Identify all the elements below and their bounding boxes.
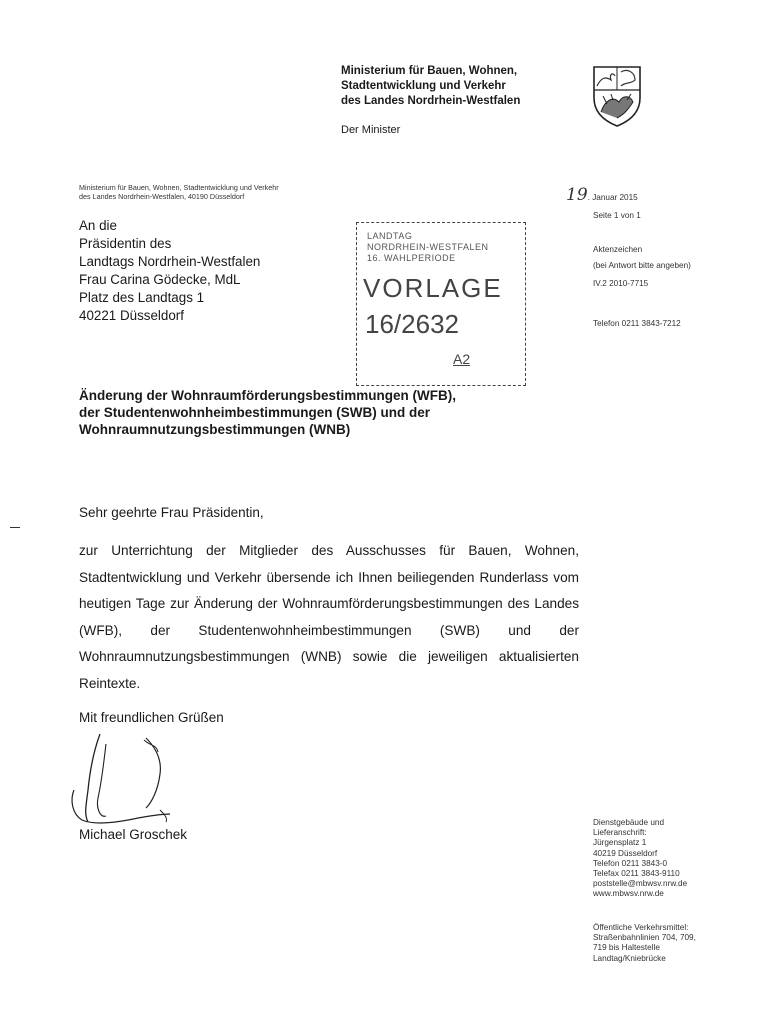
signer-name: Michael Groschek <box>79 827 188 842</box>
ministry-line-2: Stadtentwicklung und Verkehr <box>341 80 506 92</box>
footer-address-line: poststelle@mbwsv.nrw.de <box>593 879 688 889</box>
stamp-line-2: NORDRHEIN-WESTFALEN <box>367 242 489 252</box>
subject-line: Wohnraumnutzungsbestimmungen (WNB) <box>79 422 351 437</box>
footer-address-line: Telefax 0211 3843-9110 <box>593 869 680 879</box>
stamp-suffix: A2 <box>453 351 471 367</box>
telefon-line: Telefon 0211 3843-7212 <box>593 319 681 328</box>
footer-transport-line: Landtag/Kniebrücke <box>593 953 666 963</box>
subject-line: Änderung der Wohnraumförderungsbestimmungen (WFB), <box>79 388 456 403</box>
minister-title: Der Minister <box>341 124 401 136</box>
footer-address-line: 40219 Düsseldorf <box>593 848 658 858</box>
footer-address-line: Telefon 0211 3843-0 <box>593 858 668 868</box>
footer-address <box>593 818 687 900</box>
ministry-header <box>341 64 561 109</box>
footer-transport-line: Straßenbahnlinien 704, 709, <box>593 933 696 943</box>
footer-address-line: Dienstgebäude und <box>593 818 665 827</box>
stamp-line-1: LANDTAG <box>367 231 413 241</box>
aktenzeichen-value: IV.2 2010-7715 <box>593 279 649 288</box>
sender-line-1: Ministerium für Bauen, Wohnen, Stadtentwicklung und Verkehr <box>79 183 279 192</box>
closing: Mit freundlichen Grüßen <box>79 710 224 725</box>
footer-transport-line: Öffentliche Verkehrsmittel: <box>593 923 689 932</box>
subject-line: der Studentenwohnheimbestimmungen (SWB) und der <box>79 405 430 420</box>
footer-address-line: Lieferanschrift: <box>593 828 647 838</box>
recipient-line: An die <box>79 218 117 233</box>
footer-transport-line: 719 bis Haltestelle <box>593 943 660 953</box>
sender-address-line <box>79 183 279 201</box>
footer-address-line: Jürgensplatz 1 <box>593 838 647 848</box>
signature-image <box>60 730 190 830</box>
ministry-line-1: Ministerium für Bauen, Wohnen, <box>341 65 518 77</box>
stamp-line-3: 16. WAHLPERIODE <box>367 253 456 263</box>
stamp-number: 16/2632 <box>365 309 459 339</box>
aktenzeichen-note: (bei Antwort bitte angeben) <box>593 261 691 270</box>
recipient-line: 40221 Düsseldorf <box>79 308 184 323</box>
sender-line-2: des Landes Nordrhein-Westfalen, 40190 Düsseldorf <box>79 192 245 201</box>
recipient-line: Landtags Nordrhein-Westfalen <box>79 254 261 269</box>
footer-address-line: www.mbwsv.nrw.de <box>593 889 664 899</box>
page-count: Seite 1 von 1 <box>593 211 641 220</box>
aktenzeichen-label: Aktenzeichen <box>593 245 643 254</box>
date-line <box>566 185 676 205</box>
ministry-line-3: des Landes Nordrhein-Westfalen <box>341 95 521 107</box>
subject <box>79 387 456 438</box>
body-paragraph: zur Unterrichtung der Mitglieder des Ausschusses für Bauen, Wohnen, Stadtentwicklung und Verkehr übersende ich Ihnen beiliegenden Runderlass vom heutigen Tage zur Änderung der Wohnraumförderungsbestimmungen des Landes (WFB), der Studentenwohnheimbestimmungen (SWB) und der Wohnraumnutzungsbestimmungen (WNB) sowie die jeweiligen aktualisierten Reintexte. <box>79 543 579 691</box>
nrw-crest-icon <box>591 64 643 128</box>
recipient-address <box>79 217 260 325</box>
recipient-line: Platz des Landtags 1 <box>79 290 205 305</box>
recipient-line: Präsidentin des <box>79 236 172 251</box>
footer-transport <box>593 923 696 964</box>
landtag-stamp <box>356 222 526 386</box>
margin-mark <box>10 527 20 528</box>
date-day: 19 <box>566 185 588 205</box>
date-rest: . Januar 2015 <box>587 193 638 202</box>
recipient-line: Frau Carina Gödecke, MdL <box>79 272 241 287</box>
salutation: Sehr geehrte Frau Präsidentin, <box>79 505 264 520</box>
stamp-vorlage: VORLAGE <box>363 273 503 303</box>
